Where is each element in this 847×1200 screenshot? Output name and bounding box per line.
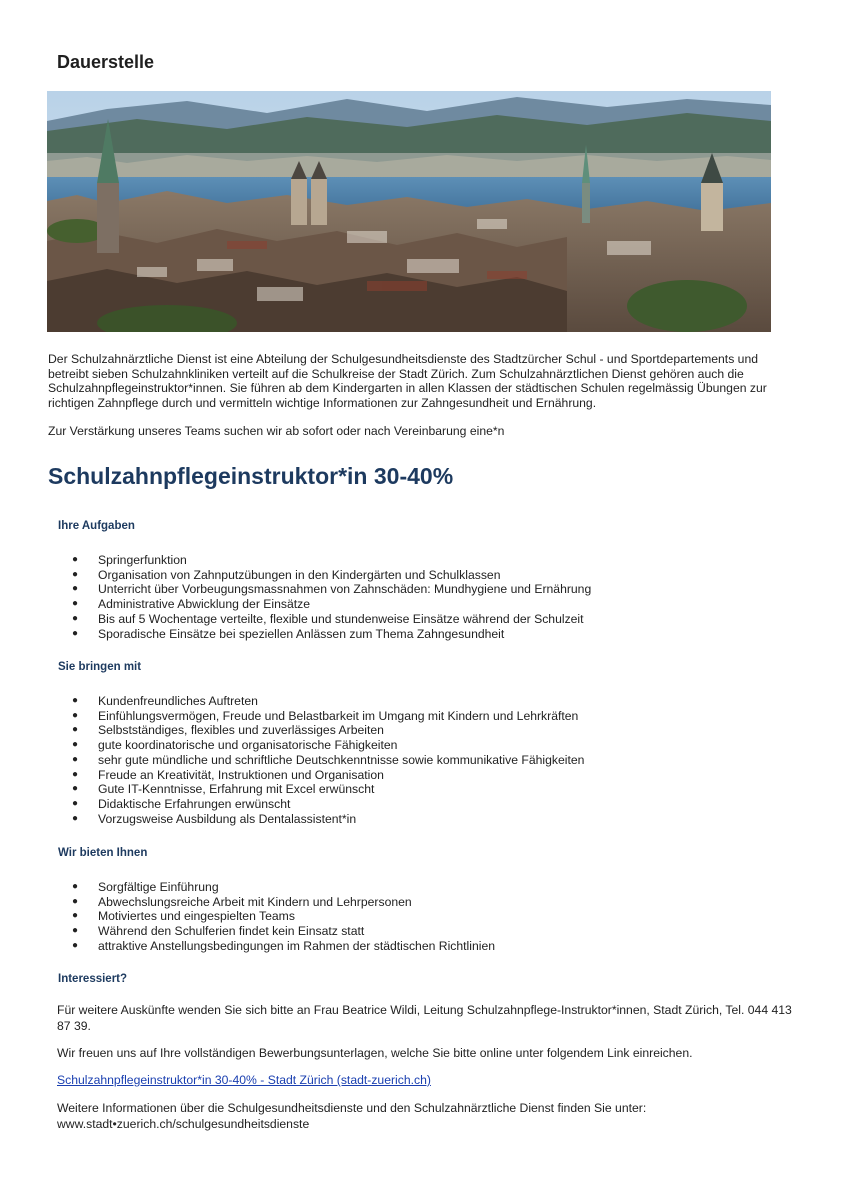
- list-item-text: Abwechslungsreiche Arbeit mit Kindern und Lehrpersonen: [98, 894, 412, 909]
- bullet-icon: ●: [72, 695, 79, 706]
- job-title: Schulzahnpflegeinstruktor*in 30-40%: [48, 463, 454, 489]
- zurich-cityscape-photo: [47, 91, 771, 332]
- list-item: [72, 812, 792, 827]
- list-item: [72, 768, 792, 783]
- list-item: [72, 553, 792, 568]
- list-item: [72, 753, 792, 768]
- list-item-text: Bis auf 5 Wochentage verteilte, flexible und stundenweise Einsätze während der Schulzeit: [98, 611, 584, 626]
- list-item-text: Sporadische Einsätze bei speziellen Anlässen zum Thema Zahngesundheit: [98, 626, 505, 641]
- list-item: [72, 939, 792, 954]
- list-item: [72, 627, 792, 642]
- aufgaben-list: [72, 553, 792, 641]
- intro-text: Der Schulzahnärztliche Dienst ist eine Abteilung der Schulgesundheitsdienste des Stadtzürcher Schul - und Sportdepartements und betreibt sieben Schulzahnkliniken verteilt auf die Schulkreise der Stadt Zürich. Zum Schulzahnärztlichen Dienst gehören auch die Schulzahnpflegeinstruktor*innen. Sie führen ab dem Kindergarten in allen Klassen der städtischen Schulen regelmässig Übungen zur richtigen Zahnpflege durch und vermitteln wichtige Informationen zur Zahngesundheit und Ernährung.: [48, 352, 767, 410]
- list-item: [72, 895, 792, 910]
- bullet-icon: ●: [72, 724, 79, 736]
- bullet-icon: ●: [72, 895, 79, 907]
- list-item-text: Sorgfältige Einführung: [98, 880, 219, 894]
- list-item-text: gute koordinatorische und organisatorische Fähigkeiten: [98, 738, 398, 753]
- list-item: [72, 782, 792, 797]
- list-item-text: attraktive Anstellungsbedingungen im Rahmen der städtischen Richtlinien: [98, 938, 496, 953]
- list-item: [72, 568, 792, 583]
- list-item: [72, 582, 792, 597]
- bieten-list: [72, 880, 792, 954]
- bullet-icon: ●: [72, 612, 79, 624]
- section-heading-bringen: Sie bringen mit: [58, 661, 142, 673]
- bullet-icon: ●: [72, 881, 79, 892]
- list-item-text: Administrative Abwicklung der Einsätze: [98, 597, 311, 612]
- bullet-icon: ●: [72, 739, 79, 751]
- bullet-icon: ●: [72, 598, 79, 610]
- bullet-icon: ●: [72, 568, 79, 580]
- bullet-icon: ●: [72, 910, 79, 922]
- list-item: [72, 909, 792, 924]
- bullet-icon: ●: [72, 554, 79, 565]
- list-item-text: Vorzugsweise Ausbildung als Dentalassistent*in: [98, 811, 357, 826]
- bullet-icon: ●: [72, 783, 79, 795]
- bullet-icon: ●: [72, 797, 79, 809]
- list-item: [72, 597, 792, 612]
- more-info-text: Weitere Informationen über die Schulgesundheitsdienste und den Schulzahnärztliche Dienst finden Sie unter: www.stadt•zuerich.ch/schulgesundheitsdienste: [57, 1101, 647, 1131]
- list-item: [72, 612, 792, 627]
- bullet-icon: ●: [72, 753, 79, 765]
- list-item-text: Motiviertes und eingespielten Teams: [98, 909, 295, 924]
- intro-search-text: Zur Verstärkung unseres Teams suchen wir ab sofort oder nach Vereinbarung eine*n: [48, 424, 505, 438]
- list-item-text: Kundenfreundliches Auftreten: [98, 694, 258, 708]
- list-item-text: sehr gute mündliche und schriftliche Deutschkenntnisse sowie kommunikative Fähigkeiten: [98, 752, 585, 767]
- page-label: Dauerstelle: [57, 52, 155, 72]
- list-item: [72, 709, 792, 724]
- list-item-text: Während den Schulferien findet kein Einsatz statt: [98, 924, 365, 939]
- bullet-icon: ●: [72, 709, 79, 721]
- bullet-icon: ●: [72, 925, 79, 937]
- list-item-text: Einfühlungsvermögen, Freude und Belastbarkeit im Umgang mit Kindern und Lehrkräften: [98, 708, 579, 723]
- list-item-text: Springerfunktion: [98, 553, 187, 567]
- section-heading-bieten: Wir bieten Ihnen: [58, 847, 148, 859]
- contact-text: Für weitere Auskünfte wenden Sie sich bitte an Frau Beatrice Wildi, Leitung Schulzahnpflege-Instruktor*innen, Stadt Zürich, Tel. 044 413 87 39.: [57, 1003, 792, 1033]
- section-heading-aufgaben: Ihre Aufgaben: [58, 520, 135, 532]
- application-link[interactable]: Schulzahnpflegeinstruktor*in 30-40% - Stadt Zürich (stadt-zuerich.ch): [57, 1073, 431, 1087]
- bullet-icon: ●: [72, 627, 79, 639]
- section-heading-interessiert: Interessiert?: [58, 973, 128, 985]
- bullet-icon: ●: [72, 583, 79, 595]
- bringen-list: [72, 694, 792, 826]
- bullet-icon: ●: [72, 768, 79, 780]
- list-item-text: Didaktische Erfahrungen erwünscht: [98, 796, 291, 811]
- list-item: [72, 738, 792, 753]
- list-item: [72, 924, 792, 939]
- apply-text: Wir freuen uns auf Ihre vollständigen Bewerbungsunterlagen, welche Sie bitte online unter folgendem Link einreichen.: [57, 1046, 693, 1060]
- list-item-text: Unterricht über Vorbeugungsmassnahmen von Zahnschäden: Mundhygiene und Ernährung: [98, 582, 592, 597]
- list-item-text: Freude an Kreativität, Instruktionen und Organisation: [98, 767, 384, 782]
- list-item-text: Selbstständiges, flexibles und zuverlässiges Arbeiten: [98, 723, 384, 738]
- list-item-text: Organisation von Zahnputzübungen in den Kindergärten und Schulklassen: [98, 567, 501, 582]
- list-item: [72, 797, 792, 812]
- list-item: [72, 723, 792, 738]
- list-item-text: Gute IT-Kenntnisse, Erfahrung mit Excel erwünscht: [98, 782, 375, 797]
- bullet-icon: ●: [72, 939, 79, 951]
- list-item: [72, 880, 792, 895]
- list-item: [72, 694, 792, 709]
- bullet-icon: ●: [72, 812, 79, 824]
